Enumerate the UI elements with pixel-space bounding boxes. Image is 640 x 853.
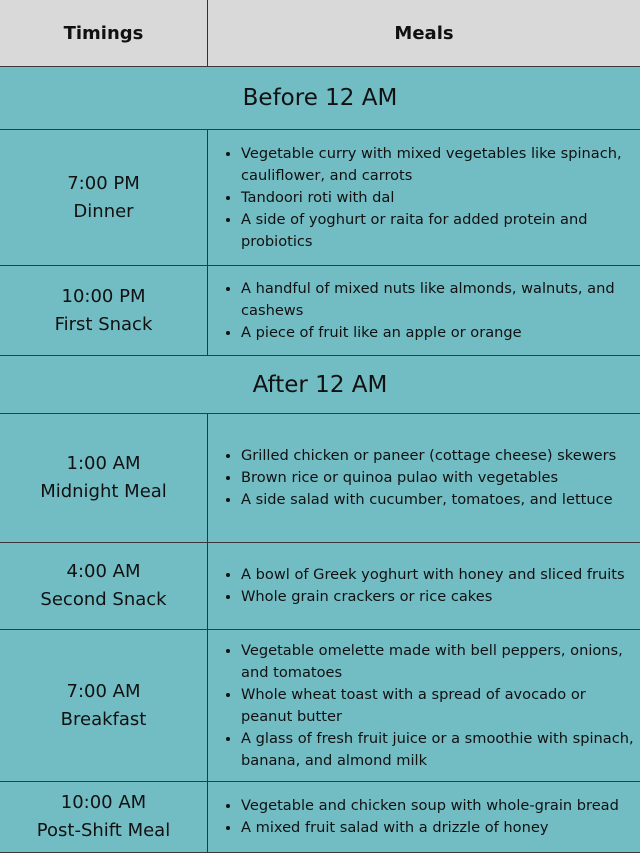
table-row bbox=[0, 414, 640, 543]
meal-item: • A side of yoghurt or raita for added protein and probiotics bbox=[241, 209, 634, 253]
timing-cell bbox=[0, 543, 208, 629]
meal-name: Second Snack bbox=[40, 589, 167, 610]
header-meals: Meals bbox=[394, 22, 454, 44]
meal-item: • A bowl of Greek yoghurt with honey and sliced fruits bbox=[241, 564, 625, 586]
meal-item: • Tandoori roti with dal bbox=[241, 187, 634, 209]
meals-cell bbox=[208, 130, 640, 265]
meal-list bbox=[228, 564, 625, 608]
section-header: Before 12 AM bbox=[0, 67, 640, 130]
timing-cell bbox=[0, 414, 208, 542]
meal-time: 10:00 PM bbox=[61, 285, 146, 307]
meal-time: 7:00 AM bbox=[66, 680, 141, 702]
timing-cell bbox=[0, 630, 208, 781]
meal-item: • Vegetable omelette made with bell peppers, onions, and tomatoes bbox=[241, 640, 634, 684]
meal-item: • Whole wheat toast with a spread of avocado or peanut butter bbox=[241, 684, 634, 728]
meal-list bbox=[228, 795, 619, 839]
table-row bbox=[0, 266, 640, 356]
meal-item: • Vegetable curry with mixed vegetables like spinach, cauliflower, and carrots bbox=[241, 143, 634, 187]
meal-item: • A side salad with cucumber, tomatoes, and lettuce bbox=[241, 489, 616, 511]
meals-cell bbox=[208, 782, 640, 852]
meal-name: Post-Shift Meal bbox=[36, 820, 171, 841]
section-header: After 12 AM bbox=[0, 356, 640, 414]
meals-cell bbox=[208, 414, 640, 542]
meal-item: • A glass of fresh fruit juice or a smoothie with spinach, banana, and almond milk bbox=[241, 728, 634, 772]
table-row bbox=[0, 782, 640, 853]
meal-item: • A piece of fruit like an apple or orange bbox=[241, 322, 634, 344]
meal-time: 4:00 AM bbox=[66, 561, 141, 582]
meal-time: 1:00 AM bbox=[66, 453, 141, 474]
meals-cell bbox=[208, 543, 640, 629]
table-header bbox=[0, 0, 640, 67]
meal-item: • A mixed fruit salad with a drizzle of honey bbox=[241, 817, 619, 839]
meal-name: Midnight Meal bbox=[40, 481, 167, 502]
meal-list bbox=[228, 278, 634, 344]
meal-item: • Brown rice or quinoa pulao with vegetables bbox=[241, 467, 616, 489]
meal-item: • Whole grain crackers or rice cakes bbox=[241, 586, 625, 608]
meal-name: Dinner bbox=[73, 200, 134, 222]
meal-list bbox=[228, 640, 634, 772]
table-row bbox=[0, 630, 640, 782]
meals-cell bbox=[208, 266, 640, 355]
timing-cell bbox=[0, 130, 208, 265]
table-row bbox=[0, 130, 640, 266]
meal-item: • Vegetable and chicken soup with whole-grain bread bbox=[241, 795, 619, 817]
meal-time: 7:00 PM bbox=[67, 172, 140, 194]
meal-name: Breakfast bbox=[60, 708, 147, 730]
meal-list bbox=[228, 143, 634, 253]
meal-name: First Snack bbox=[54, 313, 153, 335]
meal-list bbox=[228, 445, 616, 511]
meal-item: • A handful of mixed nuts like almonds, walnuts, and cashews bbox=[241, 278, 634, 322]
meal-item: • Grilled chicken or paneer (cottage cheese) skewers bbox=[241, 445, 616, 467]
meal-time: 10:00 AM bbox=[60, 792, 147, 813]
timing-cell bbox=[0, 782, 208, 852]
header-timings: Timings bbox=[0, 0, 208, 66]
timing-cell bbox=[0, 266, 208, 355]
meals-cell bbox=[208, 630, 640, 781]
table-row bbox=[0, 543, 640, 630]
